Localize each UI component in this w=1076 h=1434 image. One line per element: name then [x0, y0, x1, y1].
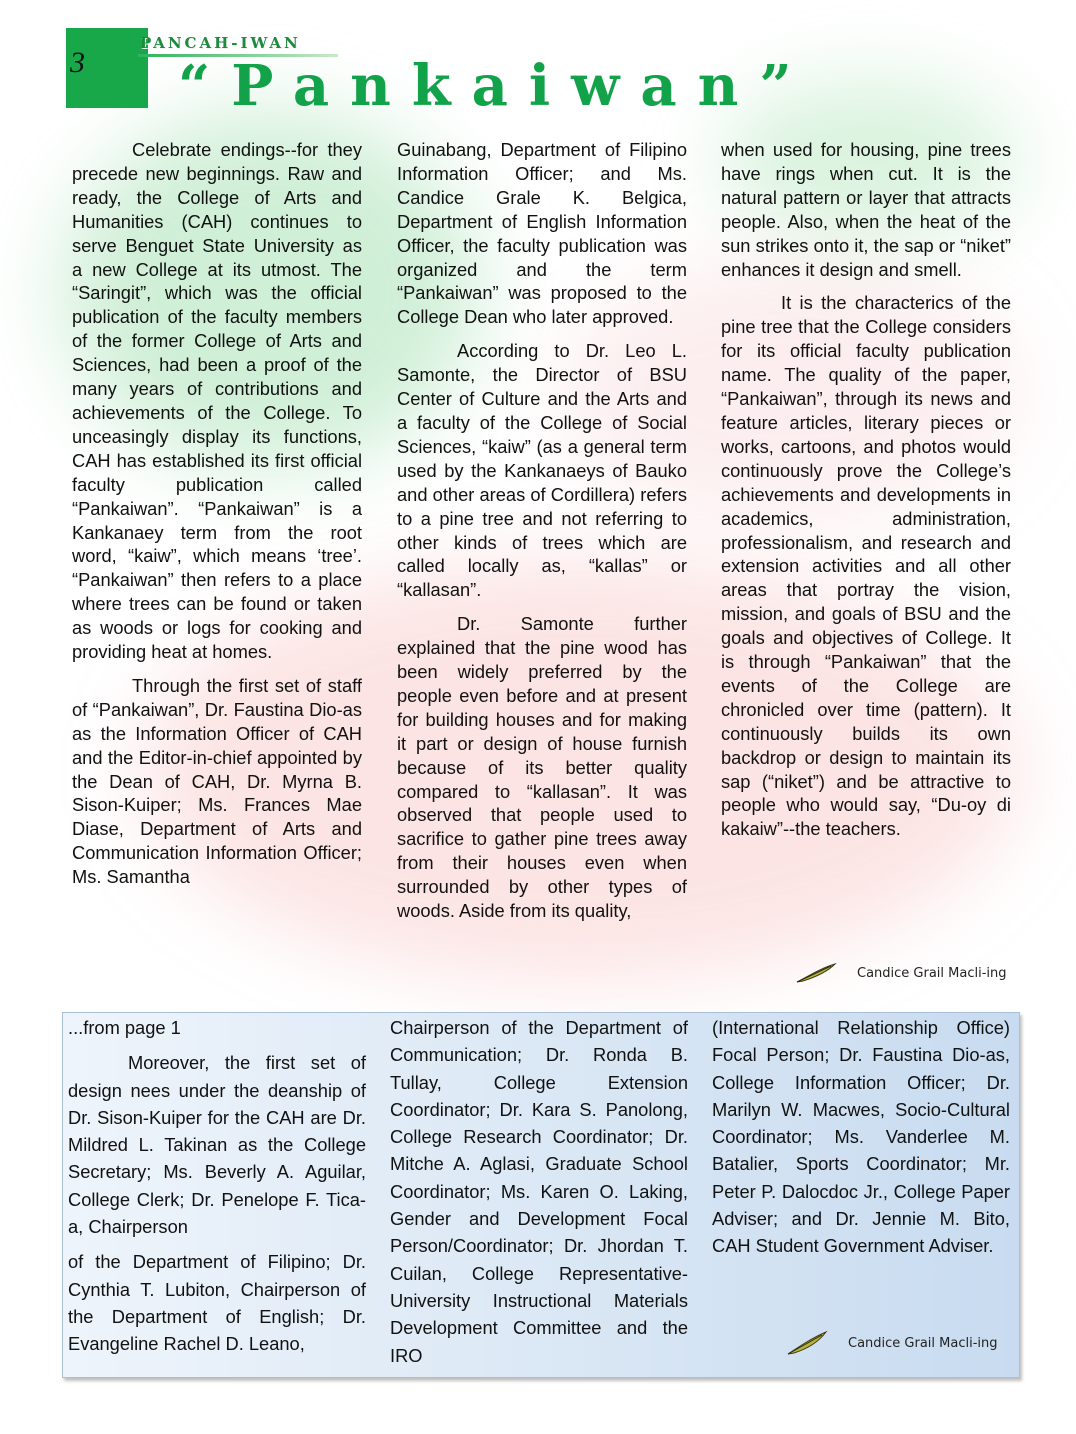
- continued-column-3: [712, 1014, 1010, 1268]
- page-title: “Pankaiwan”: [178, 53, 813, 119]
- article-paragraph: According to Dr. Leo L. Samonte, the Director of BSU Center of Culture and the Arts and a faculty of the College of Social Sciences, “kaiw” (as a general term used by the Kankanaeys of Bauko and other areas of Cordillera) refers to a pine tree and not referring to other kinds of trees which are called locally as, “kallas” or “kallasan”.: [397, 340, 687, 601]
- masthead: PANCAH-IWAN: [140, 34, 301, 52]
- article-byline: [795, 962, 1007, 984]
- quill-pen-icon: [786, 1330, 828, 1356]
- article-paragraph: It is the characterics of the pine tree that the College considers for its official faculty publication name. The quality of the paper, “Pankaiwan”, through its news and feature articles, literary pieces or works, cartoons, and photos would continuously prove the College’s achievements and developments in academics, administration, professionalism, and research and extension activities and all other areas that portray the vision, mission, and goals of BSU and the goals and objectives of College. It is through “Pankaiwan” that the events of the College are chronicled over time (pattern). It continuously builds its own backdrop or design to maintain its sap (“niket”) and be attractive to people who would say, “Du-oy di kakaiw”--the teachers.: [721, 292, 1011, 840]
- article-paragraph: when used for housing, pine trees have rings when cut. It is the natural pattern or layer that attracts people. Also, when the heat of the sun strikes onto it, the sap or “niket” enhances it design and smell.: [721, 139, 1011, 280]
- article-column-2: [397, 138, 687, 933]
- continued-paragraph: (International Relationship Office) Focal Person; Dr. Faustina Dio-as, College Information Officer; Dr. Marilyn W. Macwes, Socio-Cultural Coordinator; Ms. Vanderlee M. Batalier, Sports Coordinator; Mr. Peter P. Dalocdoc Jr., College Paper Adviser; and Dr. Jennie M. Bito, CAH Student Government Adviser.: [712, 1017, 1010, 1257]
- byline-name: Candice Grail Macli-ing: [857, 965, 1007, 981]
- page-number: 3: [70, 46, 85, 79]
- continued-byline: [786, 1330, 998, 1356]
- continued-paragraph: Moreover, the first set of design nees under the deanship of Dr. Sison-Kuiper for the CAH are Dr. Mildred L. Takinan as the College Secretary; Ms. Beverly A. Aguilar, College Clerk; Dr. Penelope F. Tica-a, Chairperson: [68, 1052, 366, 1238]
- continued-paragraph: of the Department of Filipino; Dr. Cynthia T. Lubiton, Chairperson of the Department of English; Dr. Evangeline Rachel D. Leano,: [68, 1251, 366, 1355]
- article-paragraph: Guinabang, Department of Filipino Information Officer; and Ms. Candice Grale K. Belgica, Department of English Information Officer, the faculty publication was organized and the term “Pankaiwan” was proposed to the College Dean who later approved.: [397, 139, 687, 328]
- article-column-3: [721, 138, 1011, 851]
- article-paragraph: Celebrate endings--for they precede new beginnings. Raw and ready, the College of Arts and Humanities (CAH) continues to serve Benguet State University as a new College at its utmost. The “Saringit”, which was the official publication of the faculty members of the former College of Arts and Sciences, had been a proof of the many years of contributions and achievements of the College. To unceasingly display its functions, CAH has established its first official faculty publication called “Pankaiwan”. “Pankaiwan” is a Kankanaey term from the root word, “kaiw”, which means ‘tree’. “Pankaiwan” then refers to a place where trees can be found or taken as woods or logs for cooking and providing heat at homes.: [72, 139, 362, 663]
- article-column-1: [72, 138, 362, 899]
- byline-name: Candice Grail Macli-ing: [848, 1335, 998, 1351]
- article-paragraph: Dr. Samonte further explained that the pine wood has been widely preferred by the people even before and at present for building houses and for making it part or design of house furnish because of its better quality compared to “kallasan”. It was observed that people used to sacrifice to gather pine trees away from their houses even when surrounded by other types of woods. Aside from its quality,: [397, 613, 687, 922]
- quill-pen-icon: [795, 962, 837, 984]
- article-paragraph: Through the first set of staff of “Pankaiwan”, Dr. Faustina Dio-as as the Information Officer of CAH and the Editor-in-chief appointed by the Dean of CAH, Dr. Myrna B. Sison-Kuiper; Ms. Frances Mae Diase, Department of Arts and Communication Information Officer; Ms. Samantha: [72, 674, 362, 888]
- continued-column-1: [68, 1014, 366, 1366]
- continued-column-2: [390, 1014, 688, 1377]
- continued-paragraph: Chairperson of the Department of Communication; Dr. Ronda B. Tullay, College Extension Coordinator; Dr. Kara S. Panolong, College Research Coordinator; Dr. Mitche A. Aglasi, Graduate School Coordinator; Ms. Karen O. Laking, Gender and Development Focal Person/Coordinator; Dr. Jhordan T. Cuilan, College Representative-University Instructional Materials Development Committee and the IRO: [390, 1017, 688, 1366]
- continued-from-label: ...from page 1: [68, 1017, 181, 1038]
